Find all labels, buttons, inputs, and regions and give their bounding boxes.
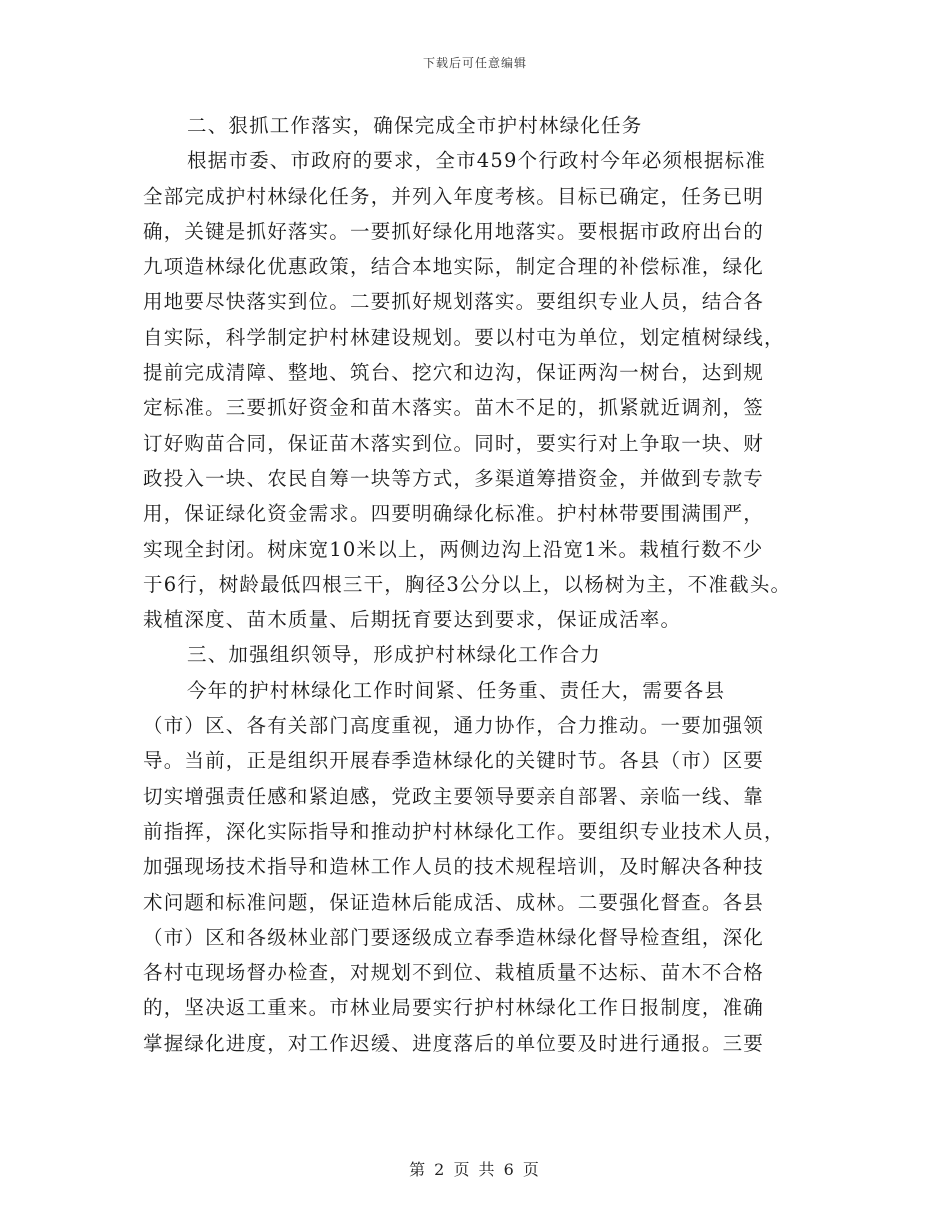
paragraph-line: 订好购苗合同，保证苗木落实到位。同时，要实行对上争取一块、财 [143, 431, 765, 455]
paragraph-line: 提前完成清障、整地、筑台、挖穴和边沟，保证两沟一树台，达到规 [143, 361, 765, 385]
paragraph-line: 定标准。三要抓好资金和苗木落实。苗木不足的，抓紧就近调剂，签 [143, 396, 765, 420]
page-header: 下载后可任意编辑 [422, 56, 527, 70]
paragraph-line: 栽植深度、苗木质量、后期抚育要达到要求，保证成活率。 [143, 608, 682, 632]
paragraph-line: 切实增强责任感和紧迫感，党政主要领导要亲自部署、亲临一线、靠 [143, 784, 765, 808]
paragraph-line: 实现全封闭。树床宽10米以上，两侧边沟上沿宽1米。栽植行数不少 [143, 537, 764, 561]
paragraph-line: 自实际，科学制定护村林建设规划。要以村屯为单位，划定植树绿线， [143, 325, 785, 349]
document-body [143, 108, 843, 1061]
paragraph-line: （市）区和各级林业部门要逐级成立春季造林绿化督导检查组，深化 [143, 925, 765, 949]
paragraph-line: 根据市委、市政府的要求，全市459个行政村今年必须根据标准 [187, 149, 767, 173]
section-heading: 三、加强组织领导，形成护村林绿化工作合力 [187, 643, 602, 667]
paragraph-line: 九项造林绿化优惠政策，结合本地实际，制定合理的补偿标准，绿化 [143, 255, 765, 279]
paragraph-line: 术问题和标准问题，保证造林后能成活、成林。二要强化督查。各县 [143, 890, 765, 914]
section-heading: 二、狠抓工作落实，确保完成全市护村林绿化任务 [187, 114, 643, 137]
paragraph-line: 全部完成护村林绿化任务，并列入年度考核。目标已确定，任务已明 [143, 184, 765, 208]
paragraph-line: 导。当前，正是组织开展春季造林绿化的关键时节。各县（市）区要 [143, 749, 765, 773]
paragraph-line: 掌握绿化进度，对工作迟缓、进度落后的单位要及时进行通报。三要 [143, 1031, 765, 1055]
page-number-footer: 第 2 页 共 6 页 [409, 1160, 541, 1179]
paragraph-line: 加强现场技术指导和造林工作人员的技术规程培训，及时解决各种技 [143, 855, 765, 879]
paragraph-line: 确，关键是抓好落实。一要抓好绿化用地落实。要根据市政府出台的 [143, 219, 765, 243]
paragraph-line: 政投入一块、农民自筹一块等方式，多渠道筹措资金，并做到专款专 [143, 466, 765, 490]
paragraph-line: 的，坚决返工重来。市林业局要实行护村林绿化工作日报制度，准确 [143, 996, 765, 1020]
paragraph-line: 今年的护村林绿化工作时间紧、任务重、责任大，需要各县 [187, 678, 726, 702]
paragraph-line: 于6行，树龄最低四根三干，胸径3公分以上，以杨树为主，不准截头。 [143, 572, 792, 596]
paragraph-line: 各村屯现场督办检查，对规划不到位、栽植质量不达标、苗木不合格 [143, 961, 765, 985]
paragraph-line: 用地要尽快落实到位。二要抓好规划落实。要组织专业人员，结合各 [143, 290, 765, 314]
paragraph-line: （市）区、各有关部门高度重视，通力协作，合力推动。一要加强领 [143, 714, 765, 738]
paragraph-line: 前指挥，深化实际指导和推动护村林绿化工作。要组织专业技术人员， [143, 819, 785, 843]
paragraph-line: 用，保证绿化资金需求。四要明确绿化标准。护村林带要围满围严， [143, 502, 765, 526]
